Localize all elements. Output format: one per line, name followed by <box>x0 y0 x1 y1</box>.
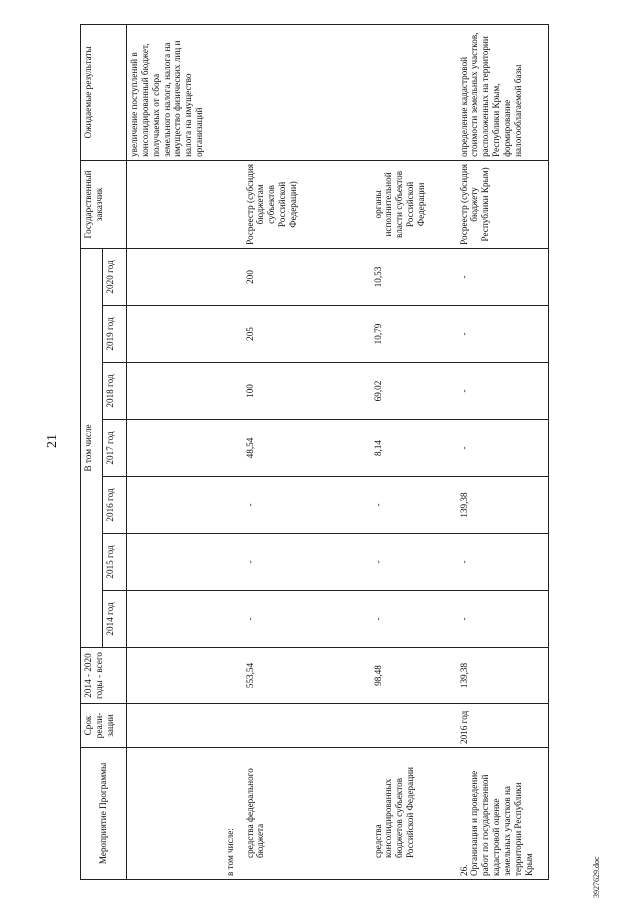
cell-year-2016: - <box>243 477 371 534</box>
cell-year-2019 <box>223 306 243 363</box>
program-table-wrapper <box>80 25 550 880</box>
header-year-2016: 2016 год <box>103 477 127 534</box>
cell-total <box>127 648 223 704</box>
header-including: В том числе <box>81 248 103 647</box>
cell-term: 2016 год <box>457 704 549 748</box>
cell-year-2019: 205 <box>243 306 371 363</box>
cell-results: определение кадастровой стоимости земельных участков, расположенных на территории Республики Крым, формирование налогооблагаемой базы <box>457 24 549 160</box>
cell-results: увеличение поступлений в консолидированный бюджет, получаемых от сбора земельного налога, налога на имущество физических лиц и налога на имущество организаций <box>127 24 223 160</box>
header-term: Срок реали-зации <box>81 704 127 748</box>
cell-year-2018: 69,02 <box>371 363 457 420</box>
header-year-2019: 2019 год <box>103 306 127 363</box>
cell-activity <box>127 748 223 880</box>
header-activity: Мероприятие Программы <box>81 748 127 880</box>
cell-total: 98,48 <box>371 648 457 704</box>
cell-activity: в том числе: <box>223 748 243 880</box>
cell-year-2018 <box>223 363 243 420</box>
program-activities-table <box>80 24 549 880</box>
cell-year-2020: - <box>457 248 549 305</box>
header-year-2017: 2017 год <box>103 420 127 477</box>
cell-results <box>243 24 371 160</box>
cell-year-2015: - <box>457 534 549 591</box>
cell-total: 139,38 <box>457 648 549 704</box>
cell-year-2020: 200 <box>243 248 371 305</box>
cell-year-2014: - <box>457 591 549 648</box>
header-customer: Государственный заказчик <box>81 160 127 248</box>
cell-customer: Росреестр (субсидия бюджету Республики Крым) <box>457 160 549 248</box>
cell-year-2014 <box>127 591 223 648</box>
cell-year-2014: - <box>371 591 457 648</box>
cell-year-2017: - <box>457 420 549 477</box>
header-year-2020: 2020 год <box>103 248 127 305</box>
cell-year-2017: 48,54 <box>243 420 371 477</box>
cell-year-2019: - <box>457 306 549 363</box>
cell-year-2016 <box>127 477 223 534</box>
header-year-2018: 2018 год <box>103 363 127 420</box>
cell-year-2018 <box>127 363 223 420</box>
cell-customer: Росреестр (субсидия бюджетам субъектов Российской Федерации) <box>243 160 371 248</box>
cell-customer <box>223 160 243 248</box>
table-row <box>223 24 243 879</box>
cell-year-2020: 10,53 <box>371 248 457 305</box>
cell-results <box>371 24 457 160</box>
table-row <box>457 24 549 879</box>
cell-total <box>223 648 243 704</box>
cell-year-2019 <box>127 306 223 363</box>
table-row <box>127 24 223 879</box>
header-total: 2014 - 2020 годы - всего <box>81 648 127 704</box>
table-row <box>371 24 457 879</box>
cell-activity: 26.Организация и проведение работ по государственной кадастровой оценке земельных участков на территории Республики Крым <box>457 748 549 880</box>
cell-year-2015 <box>223 534 243 591</box>
cell-term <box>127 704 223 748</box>
page-number: 21 <box>45 434 60 448</box>
cell-year-2017: 8,14 <box>371 420 457 477</box>
header-year-2014: 2014 год <box>103 591 127 648</box>
cell-term <box>371 704 457 748</box>
cell-year-2016: 139,38 <box>457 477 549 534</box>
cell-year-2016: - <box>371 477 457 534</box>
cell-customer <box>127 160 223 248</box>
cell-activity: средства федерального бюджета <box>243 748 371 880</box>
cell-year-2017 <box>223 420 243 477</box>
cell-results <box>223 24 243 160</box>
cell-total: 553,54 <box>243 648 371 704</box>
header-year-2015: 2015 год <box>103 534 127 591</box>
cell-year-2014 <box>223 591 243 648</box>
file-name-footer: 3927629.doc <box>592 856 601 898</box>
cell-year-2014: - <box>243 591 371 648</box>
row-number: 26. <box>458 864 469 876</box>
cell-year-2016 <box>223 477 243 534</box>
cell-year-2015 <box>127 534 223 591</box>
cell-year-2018: - <box>457 363 549 420</box>
cell-year-2017 <box>127 420 223 477</box>
cell-customer: органы исполнительной власти субъектов Российской Федерации <box>371 160 457 248</box>
cell-year-2015: - <box>243 534 371 591</box>
cell-year-2020 <box>127 248 223 305</box>
cell-year-2019: 10,79 <box>371 306 457 363</box>
cell-activity: средства консолидированных бюджетов субъектов Российской Федерации <box>371 748 457 880</box>
table-row <box>243 24 371 879</box>
cell-term <box>243 704 371 748</box>
cell-year-2018: 100 <box>243 363 371 420</box>
cell-year-2015: - <box>371 534 457 591</box>
cell-term <box>223 704 243 748</box>
cell-year-2020 <box>223 248 243 305</box>
header-results: Ожидаемые результаты <box>81 24 127 160</box>
